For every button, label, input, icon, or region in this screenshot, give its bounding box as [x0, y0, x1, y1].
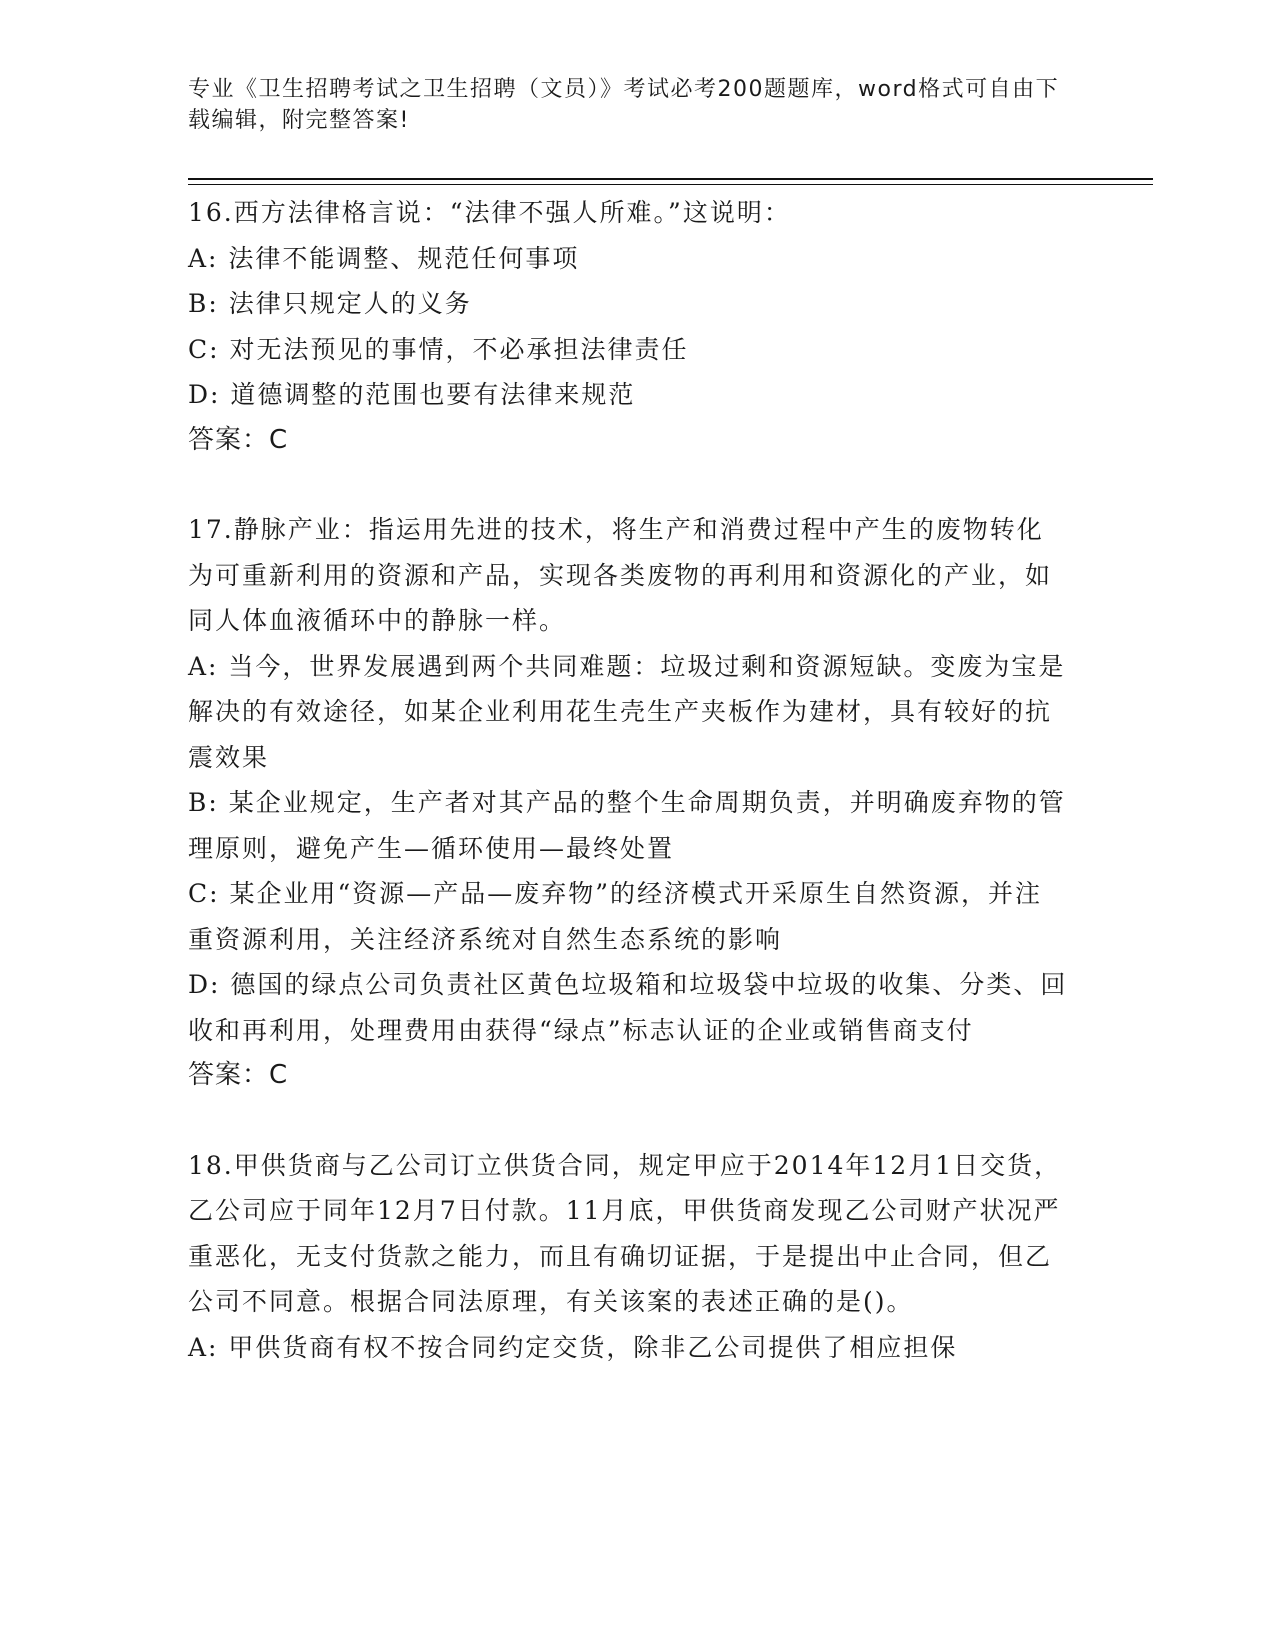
header-rule-thick — [188, 178, 1153, 180]
question-17 — [188, 507, 1068, 1099]
answer: 答案：C — [188, 1060, 289, 1090]
option-b: B: 法律只规定人的义务 — [188, 289, 472, 318]
question-16 — [188, 190, 1068, 463]
option-a: A: 甲供货商有权不按合同约定交货，除非乙公司提供了相应担保 — [188, 1332, 958, 1362]
question-list — [188, 190, 1068, 1370]
option-d: D: 德国的绿点公司负责社区黄色垃圾箱和垃圾袋中垃圾的收集、分类、回收和再利用，处理费用由获得“绿点”标志认证的企业或销售商支付 — [188, 970, 1068, 1045]
question-stem: 17.静脉产业：指运用先进的技术，将生产和消费过程中产生的废物转化为可重新利用的资源和产品，实现各类废物的再利用和资源化的产业，如同人体血液循环中的静脉一样。 — [188, 515, 1053, 635]
question-stem: 16.西方法律格言说：“法律不强人所难。”这说明： — [188, 198, 791, 227]
option-a: A: 法律不能调整、规范任何事项 — [188, 243, 580, 273]
document-header: 专业《卫生招聘考试之卫生招聘（文员）》考试必考200题题库，word格式可自由下载编辑，附完整答案! — [188, 77, 1060, 133]
option-b: B: 某企业规定，生产者对其产品的整个生命周期负责，并明确废弃物的管理原则，避免产生—循环使用—最终处置 — [188, 788, 1066, 863]
answer: 答案：C — [188, 424, 289, 455]
question-18 — [188, 1143, 1068, 1371]
header-rule-thin — [188, 184, 1153, 185]
option-d: D: 道德调整的范围也要有法律来规范 — [188, 380, 636, 409]
option-c: C: 对无法预见的事情，不必承担法律责任 — [188, 334, 689, 364]
option-c: C: 某企业用“资源—产品—废弃物”的经济模式开采原生自然资源，并注重资源利用，关注经济系统对自然生态系统的影响 — [188, 879, 1043, 954]
question-stem: 18.甲供货商与乙公司订立供货合同，规定甲应于2014年12月1日交货，乙公司应于同年12月7日付款。11月底，甲供货商发现乙公司财产状况严重恶化，无支付货款之能力，而且有确切证据，于是提出中止合同，但乙公司不同意。根据合同法原理，有关该案的表述正确的是()。 — [188, 1150, 1062, 1316]
option-a: A: 当今，世界发展遇到两个共同难题：垃圾过剩和资源短缺。变废为宝是解决的有效途径，如某企业利用花生壳生产夹板作为建材，具有较好的抗震效果 — [188, 651, 1066, 772]
